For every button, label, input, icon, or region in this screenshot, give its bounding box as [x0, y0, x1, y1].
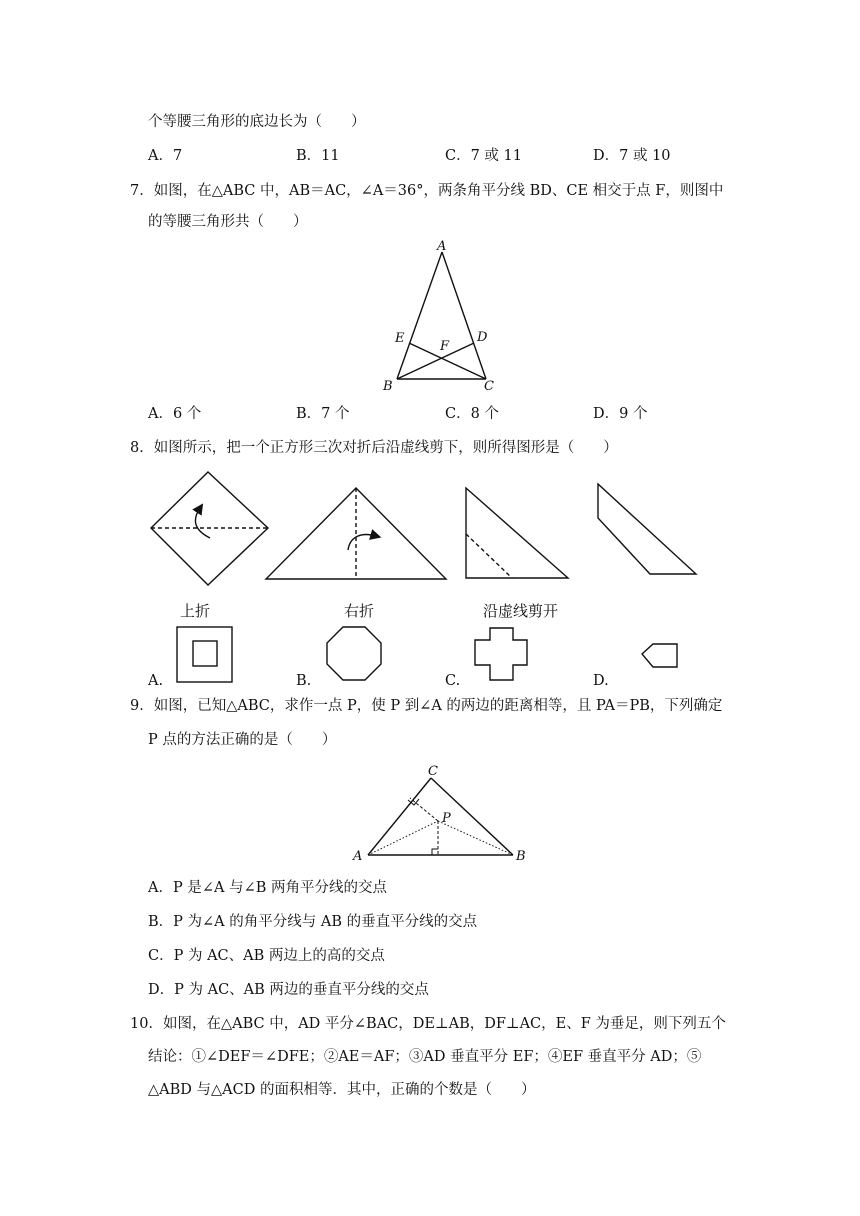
q9-option-d: D．P 为 AC、AB 两边的垂直平分线的交点: [148, 982, 429, 998]
q9-option-b: B．P 为∠A 的角平分线与 AB 的垂直平分线的交点: [148, 914, 478, 930]
q6-option-d: D．7 或 10: [593, 148, 671, 164]
q7-option-a: A．6 个: [148, 406, 202, 422]
q8-step3-triangle: [466, 488, 568, 578]
q8-option-b-label: B.: [296, 673, 312, 689]
q9-stem-line1: 9．如图，已知△ABC，求作一点 P，使 P 到∠A 的两边的距离相等，且 PA＝PB，下列确定: [130, 698, 723, 714]
q8-caption-right-fold: 右折: [344, 602, 375, 620]
q7-label-d: D: [477, 330, 488, 345]
q8-option-d-label: D.: [593, 673, 609, 689]
q7-label-b: B: [383, 379, 393, 394]
q8-caption-up-fold: 上折: [180, 602, 211, 620]
q9-right-angle-mark-ab: [432, 849, 438, 855]
q9-option-c: C．P 为 AC、AB 两边上的高的交点: [148, 948, 385, 964]
q10-stem-line3: △ABD 与△ACD 的面积相等．其中，正确的个数是（ ）: [148, 1082, 536, 1098]
q6-option-a: A．7: [148, 148, 183, 164]
q7-stem-line2: 的等腰三角形共（ ）: [148, 214, 308, 230]
q8-option-c-cross: [475, 628, 527, 680]
q8-step4-result: [598, 484, 696, 574]
q6-stem-continuation: 个等腰三角形的底边长为（ ）: [148, 114, 366, 130]
q9-stem-line2: P 点的方法正确的是（ ）: [148, 732, 337, 748]
q7-option-c: C．8 个: [445, 406, 499, 422]
q8-option-b-octagon: [327, 627, 381, 680]
q8-step3-cut-line: [466, 534, 512, 578]
q6-option-c: C．7 或 11: [445, 148, 522, 164]
q7-label-e: E: [395, 331, 405, 346]
q9-label-a: A: [353, 849, 363, 864]
q8-caption-cut: 沿虚线剪开: [483, 602, 559, 620]
q7-side-ac: [442, 252, 486, 379]
q9-side-ac: [368, 778, 431, 855]
q8-option-a-inner-square: [193, 641, 217, 666]
q9-line-pb: [438, 821, 513, 855]
q6-option-b: B．11: [296, 148, 340, 164]
q7-label-c: C: [484, 379, 494, 394]
q9-option-a: A．P 是∠A 与∠B 两角平分线的交点: [148, 880, 387, 896]
q8-stem: 8．如图所示，把一个正方形三次对折后沿虚线剪下，则所得图形是（ ）: [130, 440, 618, 456]
q9-label-p: P: [442, 811, 451, 826]
q8-step1-arrow: [195, 508, 210, 538]
q9-line-pa: [368, 821, 438, 855]
q7-stem-line1: 7．如图，在△ABC 中，AB＝AC，∠A＝36°，两条角平分线 BD、CE 相交于点 F，则图中: [130, 183, 724, 199]
q7-label-a: A: [437, 239, 447, 254]
q8-step2-arrow: [348, 535, 376, 550]
q8-option-c-label: C.: [445, 673, 461, 689]
q8-option-a-outer-square: [177, 627, 232, 682]
q8-folding-figure: [140, 470, 720, 690]
q8-option-a-label: A.: [148, 673, 164, 689]
q10-stem-line2: 结论：①∠DEF＝∠DFE；②AE＝AF；③AD 垂直平分 EF；④EF 垂直平分 AD；⑤: [148, 1049, 702, 1065]
q7-option-d: D．9 个: [593, 406, 648, 422]
q7-label-f: F: [440, 339, 450, 354]
q8-option-d-pentagon: [642, 644, 677, 667]
q9-perpendicular-to-ac: [410, 798, 438, 821]
q10-stem-line1: 10．如图，在△ABC 中，AD 平分∠BAC，DE⊥AB，DF⊥AC，E、F 为垂足，则下列五个: [130, 1016, 726, 1032]
q9-label-c: C: [428, 764, 438, 779]
q7-side-ab: [397, 252, 442, 379]
q9-triangle-figure: [344, 758, 534, 866]
q7-triangle-figure: [380, 238, 510, 396]
q7-option-b: B．7 个: [296, 406, 350, 422]
q9-label-b: B: [516, 849, 526, 864]
